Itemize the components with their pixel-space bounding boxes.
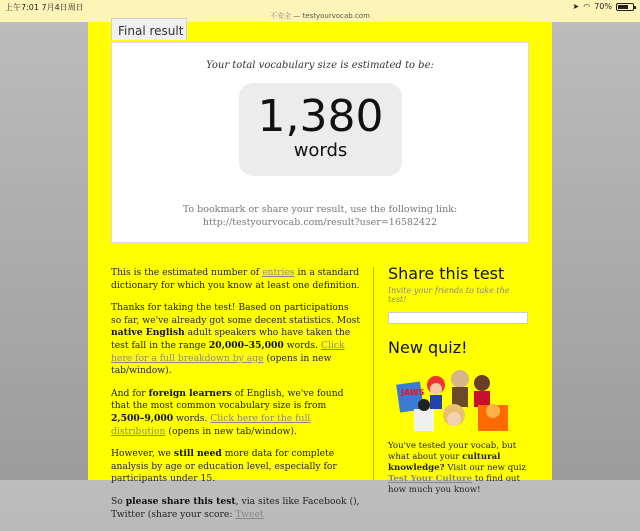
column-divider (373, 267, 374, 480)
result-box (111, 42, 529, 243)
info-column (111, 267, 361, 531)
wifi-icon: ◠ (583, 2, 591, 11)
status-time-date: 上午7:01 7月4日周日 (5, 3, 84, 12)
info-paragraph-native: Thanks for taking the test! Based on participations so far, we've already got some decent statistics. Most native English adult speakers who have taken the test fall in the range 20,000–35,000 words. Click here for a full breakdown by age (opens in new tab/window). (111, 302, 361, 377)
status-bar (0, 0, 640, 22)
sidebar (388, 264, 530, 496)
vocab-unit: words (293, 140, 348, 161)
jaws-poster-text: JAWS (401, 388, 425, 397)
result-url[interactable]: http://testyourvocab.com/result?user=16582422 (202, 217, 438, 228)
age-breakdown-link[interactable]: Click here for a full breakdown by age (111, 339, 345, 364)
quiz-description: You've tested your vocab, but what about your cultural knowledge? Visit our new quiz Test Your Culture to find out how much you know! (388, 441, 527, 495)
info-paragraph-foreign: And for foreign learners of English, we've found that the most common vocabulary size is from 2,500–9,000 words. Click here for the full distribution (opens in new tab/window). (111, 387, 344, 437)
bookmark-info (112, 203, 528, 229)
final-result-tab: Final result (111, 18, 187, 40)
share-title: Share this test (388, 264, 505, 283)
battery-icon (616, 3, 634, 11)
location-icon: ➤ (572, 2, 580, 11)
share-input[interactable] (388, 312, 528, 324)
page-content (88, 22, 552, 520)
vocab-count: 1,380 (257, 91, 384, 142)
address-bar[interactable] (0, 11, 640, 21)
tweet-link[interactable]: Tweet (235, 508, 264, 520)
culture-quiz-collage-image[interactable] (396, 365, 516, 431)
vocab-count-box (239, 83, 402, 176)
new-quiz-title: New quiz! (388, 338, 468, 357)
info-paragraph-share: So please share this test, via sites like Facebook (), Twitter (share your score: Tweet (111, 495, 360, 520)
url-separator: — (291, 12, 303, 20)
insecure-label: 不安全 (270, 12, 292, 20)
info-paragraph-data: However, we still need more data for complete analysis by age or education level, especially for participants under 15. (111, 448, 337, 485)
info-paragraph-entries: This is the estimated number of entries in a standard dictionary for which you know at least one definition. (111, 267, 360, 291)
distribution-link[interactable]: Click here for the full distribution (111, 412, 311, 437)
estimate-label: Your total vocabulary size is estimated to be: (206, 60, 434, 71)
share-subtitle: Invite your friends to take the test! (388, 286, 510, 304)
battery-percent: 70% (594, 2, 612, 11)
battery-fill (618, 5, 628, 9)
status-indicators (573, 2, 634, 11)
url-text: testyourvocab.com (302, 12, 370, 20)
bookmark-text: To bookmark or share your result, use the following link: (182, 204, 458, 215)
entries-link[interactable]: entries (262, 267, 295, 278)
test-your-culture-link[interactable]: Test Your Culture (388, 474, 473, 484)
